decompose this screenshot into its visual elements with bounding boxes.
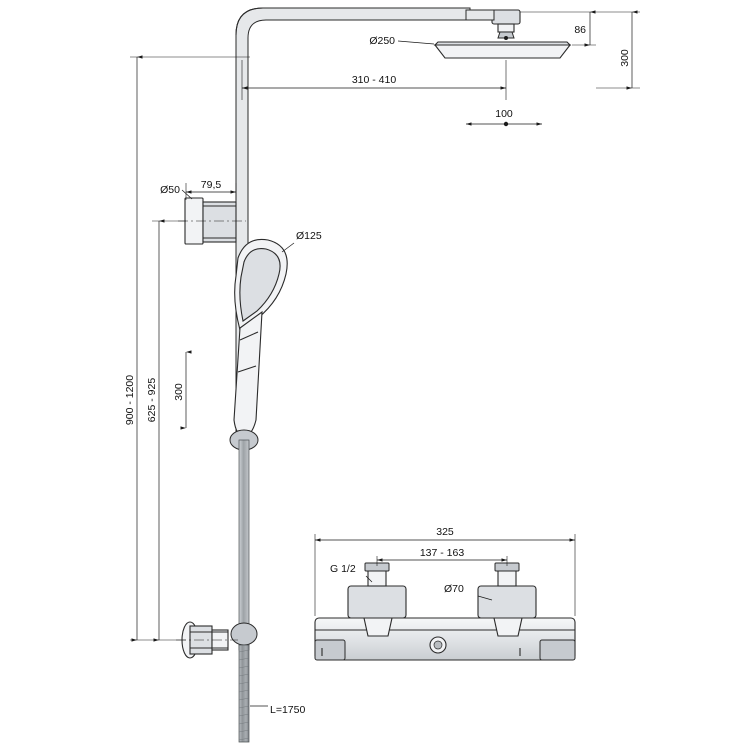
dim-arm-offset: 100 bbox=[495, 108, 513, 120]
dim-head-drop: 300 bbox=[619, 49, 631, 67]
dim-hose-length: L=1750 bbox=[270, 704, 306, 716]
dim-arm-reach: 310 - 410 bbox=[351, 74, 397, 86]
dim-slider-travel: 300 bbox=[173, 383, 185, 401]
dim-slider-range: 625 - 925 bbox=[146, 377, 158, 423]
dim-mixer-centers: 137 - 163 bbox=[419, 547, 465, 559]
dim-head-diameter: Ø250 bbox=[369, 35, 395, 47]
dim-bracket-projection: 79,5 bbox=[200, 179, 222, 191]
dim-total-height: 900 - 1200 bbox=[124, 374, 136, 426]
label-inlet-thread: G 1/2 bbox=[330, 563, 356, 575]
dim-head-height: 86 bbox=[574, 24, 586, 36]
dim-handset-diameter: Ø125 bbox=[296, 230, 322, 242]
dim-mixer-width: 325 bbox=[436, 526, 454, 538]
dim-bracket-diameter: Ø50 bbox=[160, 184, 180, 196]
label-inlet-diameter: Ø70 bbox=[444, 583, 464, 595]
